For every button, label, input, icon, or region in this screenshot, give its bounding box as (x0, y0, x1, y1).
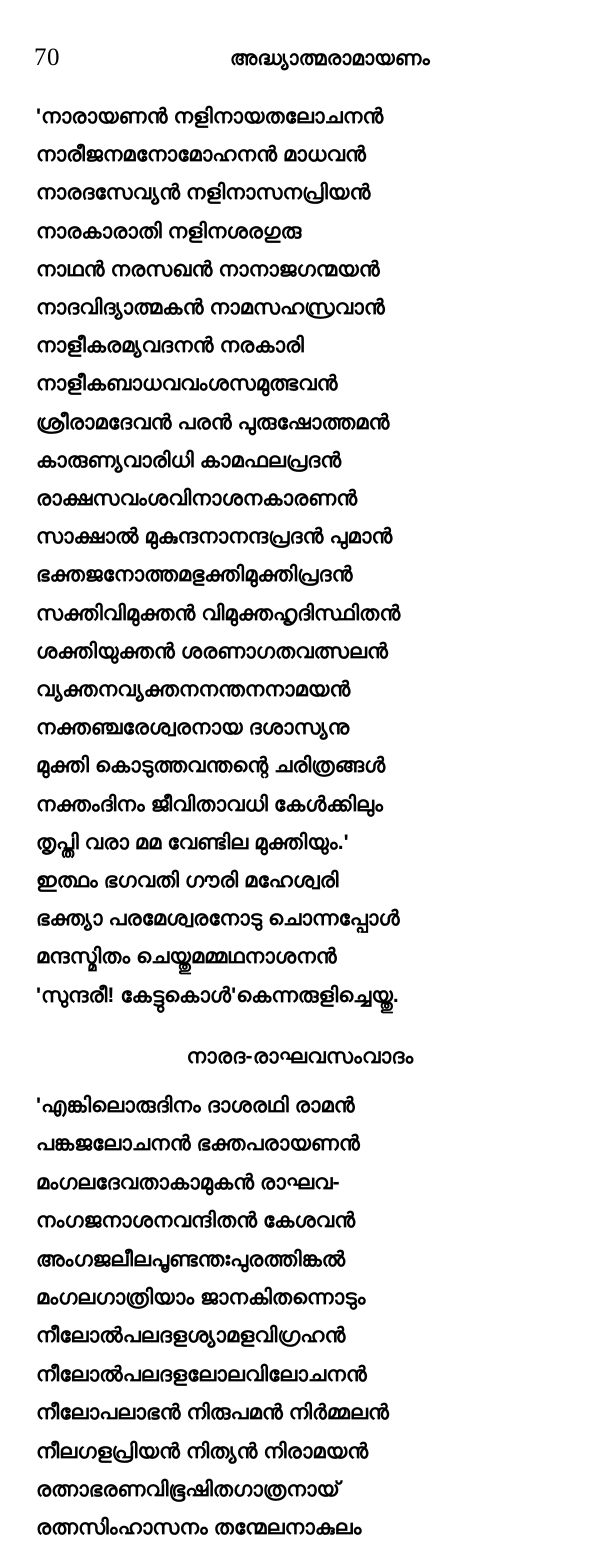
verse-line: സാക്ഷാൽ മുകുന്ദനാനന്ദപ്രദൻ പുമാൻ (36, 525, 393, 549)
verse-line: നീലോപലാഭൻ നിരുപമൻ നിർമ്മലൻ (36, 1401, 389, 1425)
verse-line: 'സുന്ദരീ! കേട്ടുകൊൾ'കെന്നരുളിച്ചെയ്തു. (36, 983, 399, 1007)
verse-line: മന്ദസ്മിതം ചെയ്തുമമ്മഥനാശനൻ (36, 945, 337, 969)
verse-line: നാരകാരാതി നളിനശരഗുരു (36, 219, 302, 243)
verse-line: ശ്രീരാമദേവൻ പരൻ പുരുഷോത്തമൻ (36, 410, 390, 434)
verse-line: നാളീകരമ്യവദനൻ നരകാരി (36, 334, 304, 358)
verse-line: 'എങ്കിലൊരുദിനം ദാശരഥി രാമൻ (36, 1093, 355, 1117)
verse-line: വ്യക്തനവ്യക്തനനന്തനനാമയൻ (36, 678, 351, 702)
verse-line: നംഗജനാശനവന്ദിതൻ കേശവൻ (36, 1209, 356, 1233)
running-title: അദ്ധ്യാത്മരാമായണം (229, 48, 431, 70)
verse-line: നീലഗളപ്രിയൻ നിത്യൻ നിരാമയൻ (36, 1439, 369, 1463)
verse-line: അംഗജലീലപൂണ്ടന്തഃപുരത്തിങ്കൽ (36, 1247, 346, 1271)
verse-line: സക്തിവിമുക്തൻ വിമുക്തഹൃദിസ്ഥിതൻ (36, 601, 401, 625)
verse-line: രത്നാഭരണവിഭൂഷിതഗാത്രനായ് (36, 1477, 340, 1501)
verse-line: മംഗലഗാത്രിയാം ജാനകിതന്നൊടും (36, 1285, 366, 1309)
verse-line: രത്നസിംഹാസനം തന്മേലനാകുലം (36, 1516, 362, 1540)
verse-line: മംഗലദേവതാകാമുകൻ രാഘവ- (36, 1170, 340, 1194)
verse-line: നീലോൽപലദളലോലവിലോചനൻ (36, 1362, 367, 1386)
verse-block-first (34, 98, 566, 1015)
verse-line: പങ്കജലോചനൻ ഭക്തപരായണൻ (36, 1132, 360, 1156)
verse-line: നാദവിദ്യാത്മകൻ നാമസഹസ്രവാൻ (36, 296, 385, 320)
verse-line: കാരുണ്യവാരിധി കാമഫലപ്രദൻ (36, 448, 342, 472)
verse-line: നീലോൽപലദളശ്യാമളവിഗ്രഹൻ (36, 1324, 346, 1348)
verse-line: മുക്തി കൊടുത്തവന്തന്റെ ചരിത്രങ്ങൾ (36, 754, 386, 778)
verse-line: നക്തഞ്ചരേശ്വരനായ ദശാസ്യനു (36, 716, 350, 740)
verse-line: ഭക്തജനോത്തമഭുക്തിമുക്തിപ്രദൻ (36, 563, 353, 587)
verse-line: ശക്തിയുക്തൻ ശരണാഗതവത്സലൻ (36, 639, 389, 663)
verse-line: നാരദസേവ്യൻ നളിനാസനപ്രിയൻ (36, 181, 371, 205)
verse-line: രാക്ഷസവംശവിനാശനകാരണൻ (36, 487, 358, 511)
verse-line: നക്തംദിനം ജീവിതാവധി കേൾക്കിലും (36, 792, 383, 816)
verse-block-second (34, 1087, 566, 1548)
page-number: 70 (34, 44, 60, 71)
verse-line: ഇത്ഥം ഭഗവതി ഗൗരി മഹേശ്വരി (36, 869, 339, 893)
verse-line: നാഥൻ നരസഖൻ നാനാജഗന്മയൻ (36, 257, 380, 281)
page-header (34, 44, 566, 84)
verse-line: ഭക്ത്യാ പരമേശ്വരനോടു ചൊന്നപ്പോൾ (36, 907, 400, 931)
section-heading: നാരദ-രാഘവസംവാദം (186, 1044, 414, 1068)
verse-line: നാളീകബാധവവംശസമുത്ഭവൻ (36, 372, 338, 396)
verse-line: നാരീജനമനോമോഹനൻ മാധവൻ (36, 143, 366, 167)
verse-line: 'നാരായണൻ നളിനായതലോചനൻ (36, 105, 384, 128)
verse-line: തൃപ്തി വരാ മമ വേണ്ടില മുക്തിയും.' (36, 830, 349, 854)
